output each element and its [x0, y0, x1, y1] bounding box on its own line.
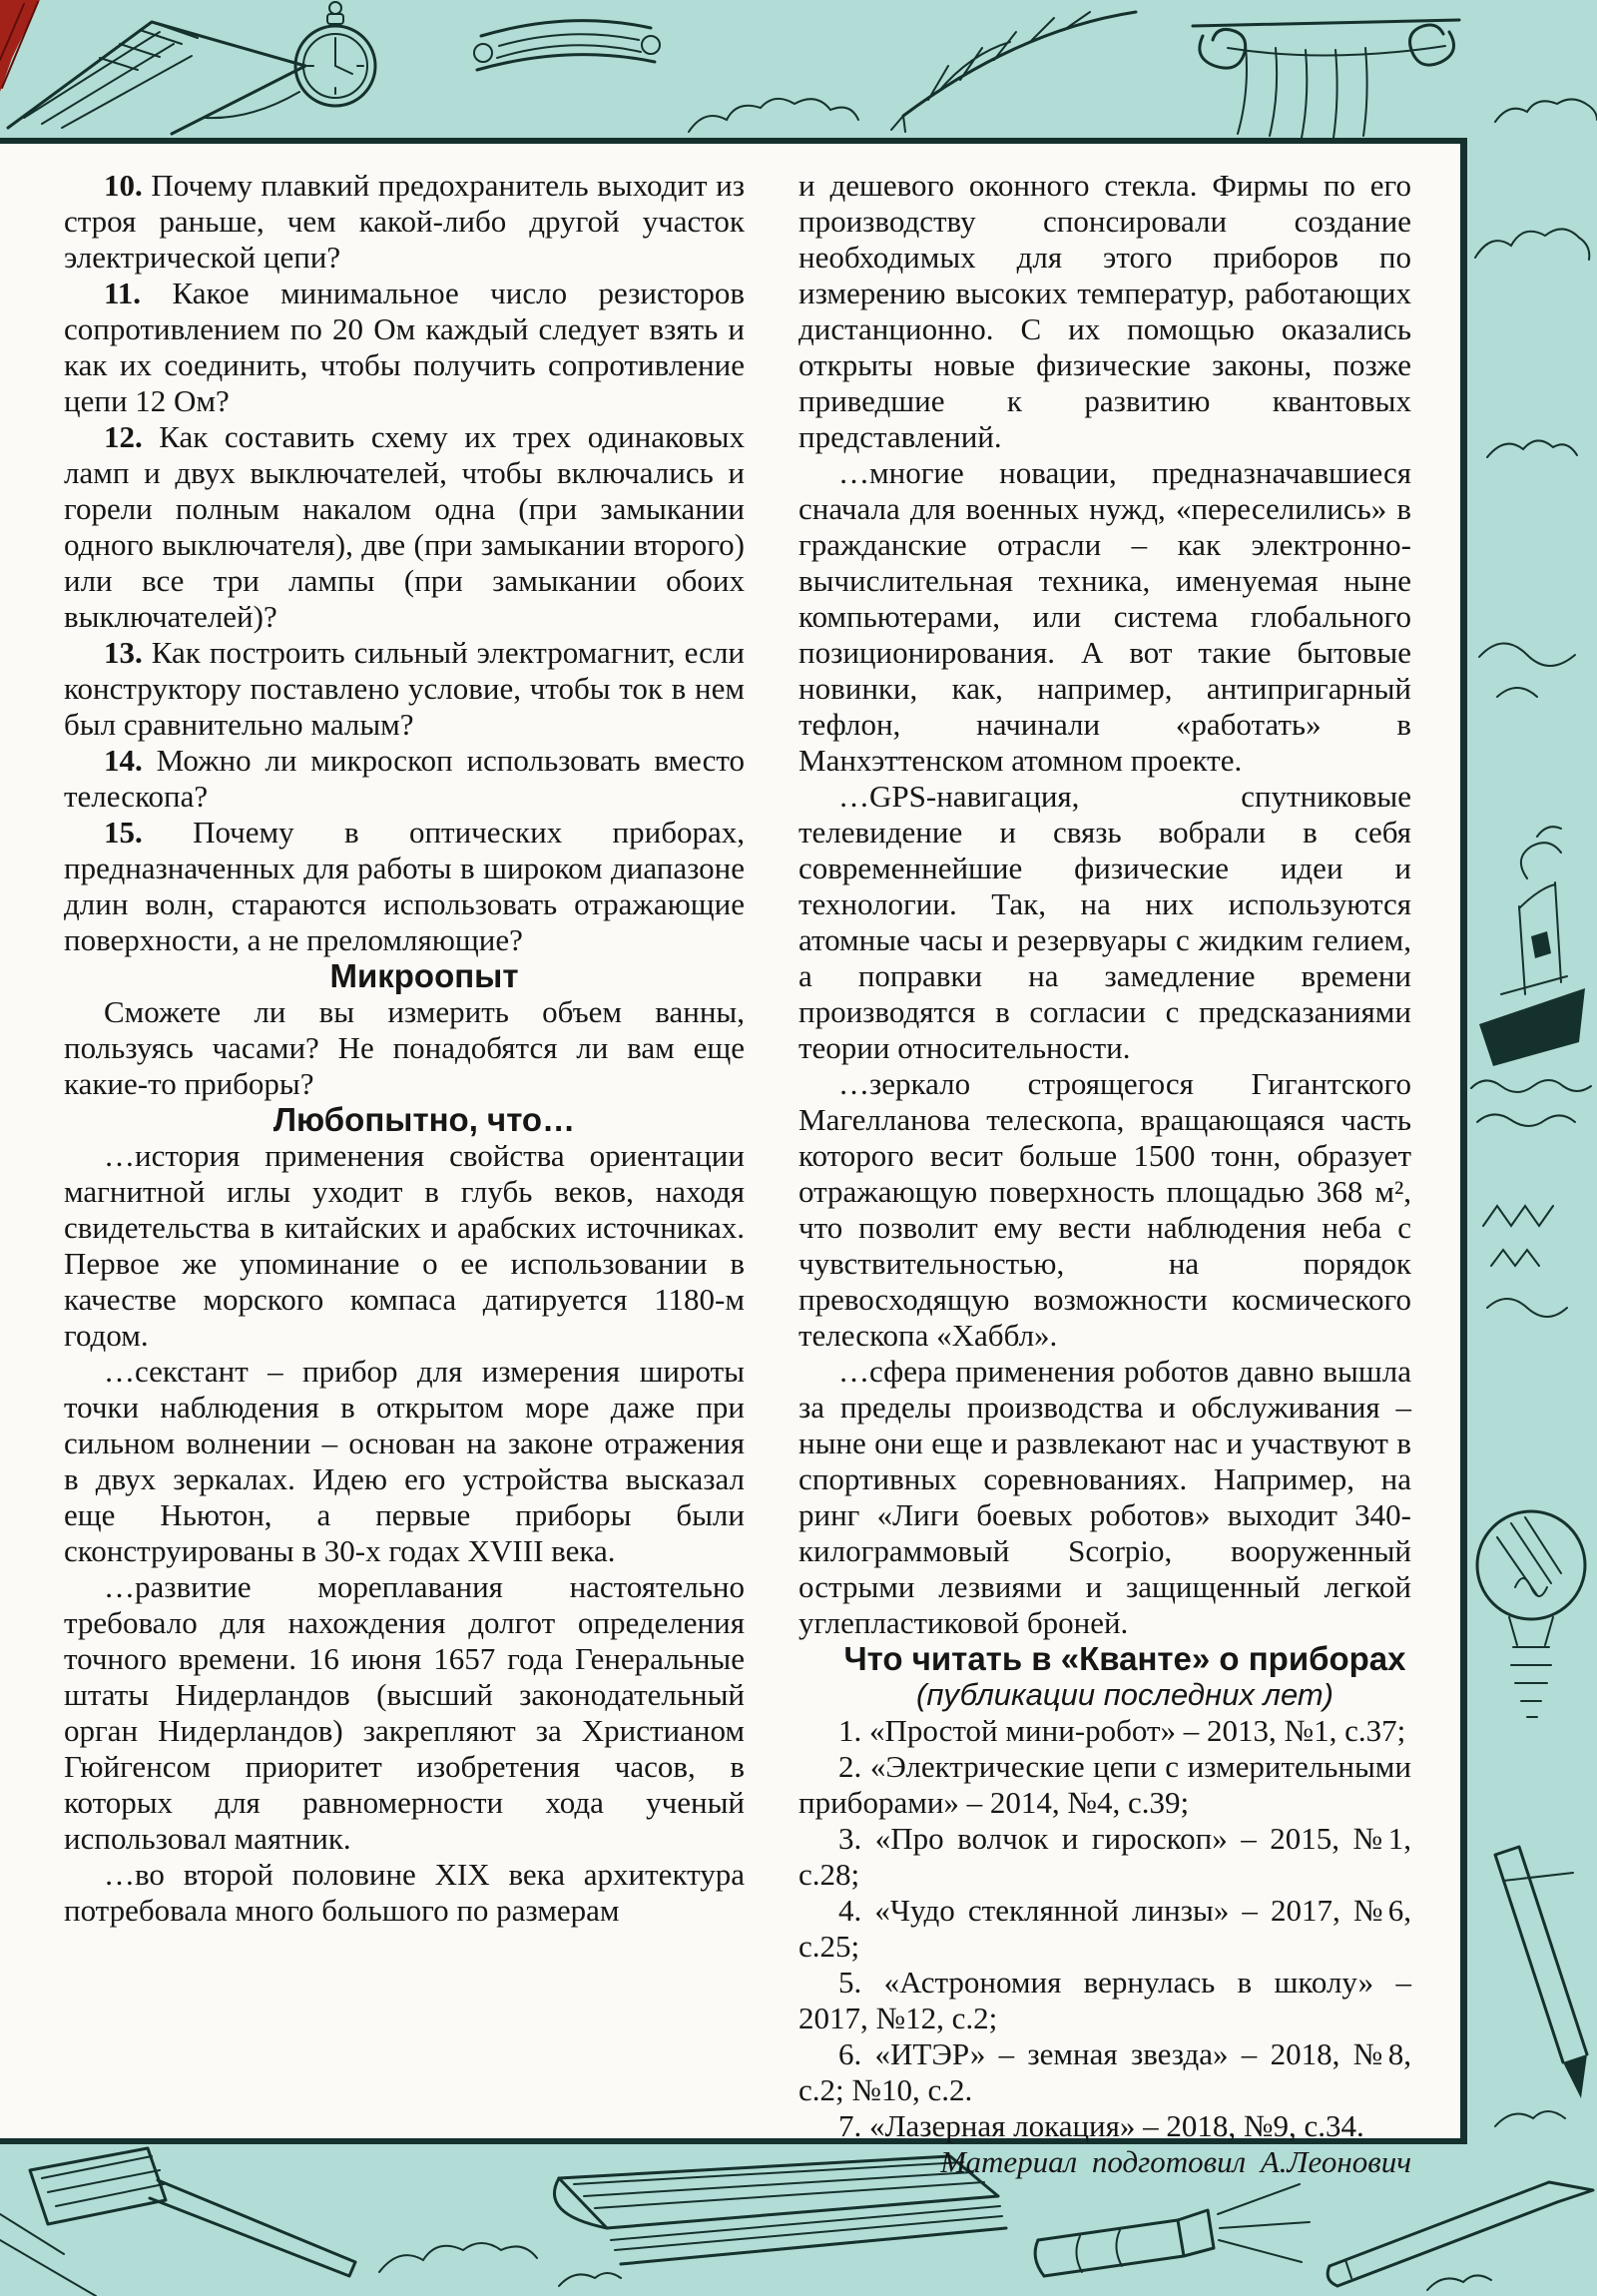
- body-paragraph: …зеркало строящегося Гигантского Магелланова телескопа, вращающаяся часть которого весит больше 1500 тонн, образует отражающую поверхность площадью 368 м², что позволит ему вести наблюдения неба с чувствительностью, на порядок превосходящую возможности космического телескопа «Хаббл».: [798, 1066, 1411, 1353]
- question-10: [64, 168, 745, 276]
- reading-list-item: [798, 2108, 1411, 2144]
- left-column: [64, 168, 745, 1929]
- reading-list-item: [798, 1893, 1411, 1965]
- item-number: 2.: [838, 1749, 862, 1784]
- reading-list-item: [798, 1821, 1411, 1893]
- question-text: Как составить схему их трех одинаковых ламп и двух выключателей, чтобы включались и горели полным накалом одна (при замыкании одного выключателя), две (при замыкании второго) или все три лампы (при замыкании обоих выключателей)?: [64, 419, 745, 634]
- curious-heading: Любопытно, что…: [272, 1101, 576, 1138]
- body-paragraph: …многие новации, предназначавшиеся сначала для военных нужд, «переселились» в гражданские отрасли – как электронно-вычислительная техника, именуемая ныне компьютерами, или система глобального позиционирования. А вот такие бытовые новинки, как, например, антипригарный тефлон, начинали «работать» в Манхэттенском атомном проекте.: [798, 455, 1411, 778]
- red-book-corner-icon: [0, 0, 40, 92]
- item-number: 5.: [838, 1965, 862, 2000]
- cloud-icon: [1475, 229, 1589, 457]
- mallet-icon: [0, 2148, 355, 2296]
- microexperiment-text: Сможете ли вы измерить объем ванны, пользуясь часами? Не понадобятся ли вам еще какие-то приборы?: [64, 994, 745, 1101]
- item-number: 4.: [838, 1893, 862, 1928]
- reading-list-item: [798, 1749, 1411, 1821]
- pocket-watch-icon: [206, 2, 375, 118]
- curious-paragraph: …история применения свойства ориентации магнитной иглы уходит в глубь веков, находя свидетельства в китайских и арабских источниках. Первое же упоминание о ее использовании в качестве морского компаса датируется 1180-м годом.: [64, 1138, 745, 1353]
- curious-paragraph: …секстант – прибор для измерения широты точки наблюдения в открытом море даже при сильном волнении – основан на законе отражения в двух зеркалах. Идею его устройства высказал еще Ньютон, а первые приборы были сконструированы в 30-х годах XVIII века.: [64, 1354, 745, 1568]
- quill-pen-icon: [891, 12, 1136, 132]
- question-13: [64, 635, 745, 743]
- curious-paragraph: …во второй половине XIX века архитектура потребовала много большого по размерам: [64, 1857, 745, 1928]
- item-number: 7.: [838, 2108, 862, 2143]
- steamship-icon: [1471, 827, 1591, 1126]
- reading-list-item: [798, 1965, 1411, 2036]
- byline: Материал подготовил А.Леонович: [940, 2144, 1411, 2179]
- body-paragraph: и дешевого оконного стекла. Фирмы по его производству спонсировали создание необходимых для этого приборов по измерению высоких температур, работающих дистанционно. С их помощью оказались открыты новые физические законы, позже приведшие к развитию квантовых представлений.: [798, 168, 1411, 454]
- scroll-icon: [474, 21, 660, 70]
- question-number: 12.: [104, 419, 143, 454]
- body-paragraph: …сфера применения роботов давно вышла за пределы производства и обслуживания – ныне они еще и развлекают нас и участвуют в спортивных соревнованиях. Например, на ринг «Лиги боевых роботов» выходит 340-килограммовый Scorpio, вооруженный острыми лезвиями и защищенный легкой углепластиковой броней.: [798, 1354, 1411, 1640]
- column-capital-icon: [1193, 20, 1459, 138]
- pencil-icon: [1328, 2182, 1593, 2286]
- right-border-band: [1467, 138, 1597, 2144]
- lightbulb-icon: [1477, 1511, 1585, 1717]
- question-number: 13.: [104, 635, 143, 670]
- item-number: 6.: [838, 2036, 862, 2071]
- pencil-icon: [1495, 1847, 1587, 2098]
- cloud-icon: [1495, 2111, 1565, 2126]
- bird-scribble-icon: [1479, 643, 1575, 697]
- right-border-sketches: [1467, 138, 1597, 2144]
- question-text: Почему плавкий предохранитель выходит из строя раньше, чем какой-либо другой участок электрической цепи?: [64, 168, 746, 275]
- wave-scribbles-icon: [1483, 1206, 1567, 1317]
- cloud-icon: [1495, 99, 1597, 122]
- question-number: 15.: [104, 815, 143, 850]
- cloud-icon: [689, 99, 858, 132]
- top-border-band: [0, 0, 1597, 138]
- microexperiment-heading: Микроопыт: [329, 957, 519, 994]
- question-text: Как построить сильный электромагнит, если конструктору поставлено условие, чтобы ток в нем был сравнительно малым?: [64, 635, 746, 742]
- cloud-icon: [379, 2243, 621, 2286]
- item-text: «Чудо стеклянной линзы» – 2017, №6, с.25;: [798, 1893, 1411, 1964]
- flashlight-icon: [1035, 2184, 1310, 2276]
- reading-list-heading: Что читать в «Кванте» о приборах: [843, 1640, 1406, 1677]
- reading-list-item: [798, 2036, 1411, 2108]
- open-book-icon: [8, 22, 305, 134]
- item-text: «Электрические цепи с измерительными приборами» – 2014, №4, с.39;: [798, 1749, 1411, 1820]
- question-12: [64, 419, 745, 635]
- reading-list: [798, 1713, 1411, 2144]
- page-body: [0, 138, 1467, 2179]
- question-text: Какое минимальное число резисторов сопротивлением по 20 Ом каждый следует взять и как их соединить, чтобы получить сопротивление цепи 12 Ом?: [64, 276, 746, 418]
- question-14: [64, 743, 745, 815]
- reading-list-item: [798, 1713, 1411, 1749]
- item-text: «Астрономия вернулась в школу» – 2017, №12, с.2;: [798, 1965, 1412, 2035]
- item-text: «Лазерная локация» – 2018, №9, с.34.: [869, 2108, 1364, 2143]
- item-text: «Про волчок и гироскоп» – 2015, №1, с.28;: [798, 1821, 1412, 1892]
- body-paragraph: …GPS-навигация, спутниковые телевидение и связь вобрали в себя современнейшие физические идеи и технологии. Так, на них используются атомные часы и резервуары с жидким гелием, а поправки на замедление времени производятся в согласии с предсказаниями теории относительности.: [798, 779, 1411, 1065]
- top-border-sketches: [0, 0, 1597, 138]
- item-text: «ИТЭР» – земная звезда» – 2018, №8, с.2; №10, с.2.: [798, 2036, 1411, 2107]
- question-number: 11.: [104, 276, 142, 310]
- reading-list-subtitle: (публикации последних лет): [916, 1677, 1333, 1712]
- item-number: 1.: [838, 1713, 862, 1748]
- question-number: 14.: [104, 743, 143, 778]
- curious-paragraph: …развитие мореплавания настоятельно требовало для нахождения долгот определения точного времени. 16 июня 1657 года Генеральные штаты Нидерландов (высший законодательный орган Нидерландов) закрепляют за Христианом Гюйгенсом приоритет изобретения часов, в которых для равномерности хода ученый использовал маятник.: [64, 1569, 745, 1856]
- item-number: 3.: [838, 1821, 862, 1856]
- question-11: [64, 276, 745, 419]
- question-text: Можно ли микроскоп использовать вместо телескопа?: [64, 743, 745, 814]
- question-text: Почему в оптических приборах, предназначенных для работы в широком диапазоне длин волн, стараются использовать отражающие поверхности, а не преломляющие?: [64, 815, 745, 957]
- right-column: [798, 168, 1411, 2180]
- item-text: «Простой мини-робот» – 2013, №1, с.37;: [869, 1713, 1406, 1748]
- question-number: 10.: [104, 168, 143, 203]
- question-15: [64, 815, 745, 958]
- cloud-icon: [1427, 2275, 1491, 2290]
